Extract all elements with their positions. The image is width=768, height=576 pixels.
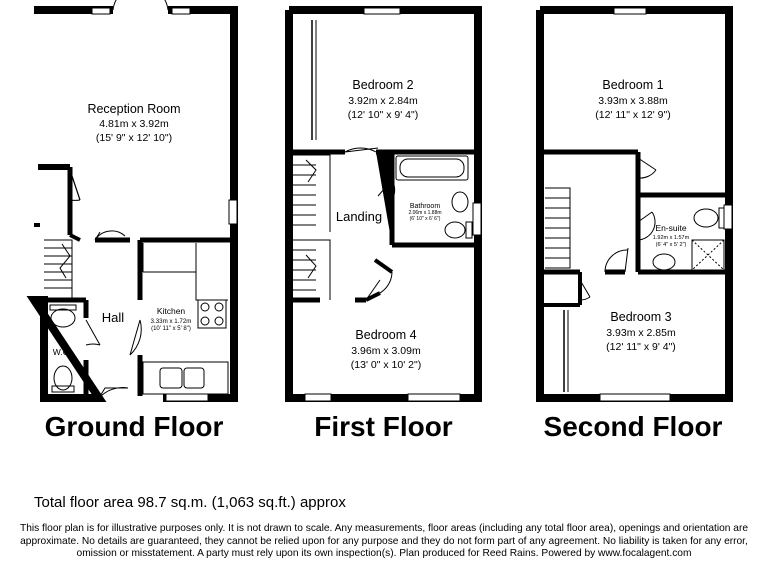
bedroom-1-label: Bedroom 1: [602, 78, 664, 92]
bedroom-4-imperial: (13' 0" x 10' 2"): [350, 359, 422, 371]
bedroom-2-metric: 3.92m x 2.84m: [348, 95, 418, 107]
bedroom-1-imperial: (12' 11" x 12' 9"): [595, 109, 671, 121]
bedroom-4-label: Bedroom 4: [355, 328, 417, 342]
ensuite-label: En-suite: [655, 223, 687, 233]
first-floor-title: First Floor: [314, 411, 453, 442]
window: [408, 394, 460, 401]
bedroom-1-metric: 3.93m x 3.88m: [598, 95, 668, 107]
bedroom-2-imperial: (12' 10" x 9' 4"): [347, 109, 419, 121]
second-floor-plan: [540, 8, 732, 401]
bathroom-label: Bathroom: [409, 203, 441, 210]
window: [166, 394, 208, 401]
window: [600, 394, 670, 401]
landing-label: Landing: [335, 209, 383, 224]
bath: [396, 156, 472, 238]
staircase: [545, 188, 570, 268]
bedroom-3-metric: 3.93m x 2.85m: [606, 327, 676, 339]
hall-label: Hall: [101, 310, 125, 325]
disclaimer-text: This floor plan is for illustrative purposes only. It is not drawn to scale. Any measurements, floor areas (including any total floor area), openings and orientation are approximate. No details are guaranteed, they cannot be relied upon for any purpose and they do not form part of any agreement. No liability is taken for any error, omission or misstatement. A party must rely upon its own inspection(s). Plan produced for Reed Rains. Powered by www.focalagent.com: [19, 523, 749, 560]
window: [364, 8, 400, 14]
bedroom-3-label: Bedroom 3: [610, 310, 672, 324]
staircase: [44, 240, 72, 300]
staircase: [293, 155, 330, 300]
bedroom-2-label: Bedroom 2: [352, 78, 414, 92]
window: [172, 8, 190, 14]
bedroom-3-imperial: (12' 11" x 9' 4"): [606, 341, 676, 353]
kitchen-metric: 3.33m x 1.72m: [150, 318, 192, 325]
bathroom-metric: 2.06m x 1.88m: [408, 210, 442, 216]
reception-room-metric: 4.81m x 3.92m: [99, 118, 169, 130]
ensuite-imperial: (6' 4" x 5' 2"): [655, 242, 687, 248]
window: [305, 394, 331, 401]
reception-room-imperial: (15' 9" x 12' 10"): [95, 132, 173, 144]
ensuite-metric: 1.92m x 1.57m: [652, 235, 690, 241]
bedroom-4-metric: 3.96m x 3.09m: [351, 345, 421, 357]
window: [614, 8, 646, 14]
french-doors: [113, 6, 168, 14]
kitchen-label: Kitchen: [156, 306, 186, 316]
kitchen-imperial: (10' 11" x 5' 8"): [151, 326, 191, 332]
total-floor-area: Total floor area 98.7 sq.m. (1,063 sq.ft.) approx: [34, 494, 346, 511]
wc-label: W.C.: [52, 347, 72, 357]
ground-floor-plan: [34, 0, 237, 401]
second-floor-title: Second Floor: [543, 411, 723, 442]
bathroom-imperial: (6' 10" x 6' 6"): [409, 216, 441, 222]
window: [724, 205, 732, 229]
window: [473, 203, 481, 235]
reception-room-label: Reception Room: [87, 102, 181, 116]
first-floor-plan: [289, 8, 481, 401]
window: [229, 200, 237, 224]
ground-floor-title: Ground Floor: [44, 411, 224, 442]
window: [92, 8, 110, 14]
